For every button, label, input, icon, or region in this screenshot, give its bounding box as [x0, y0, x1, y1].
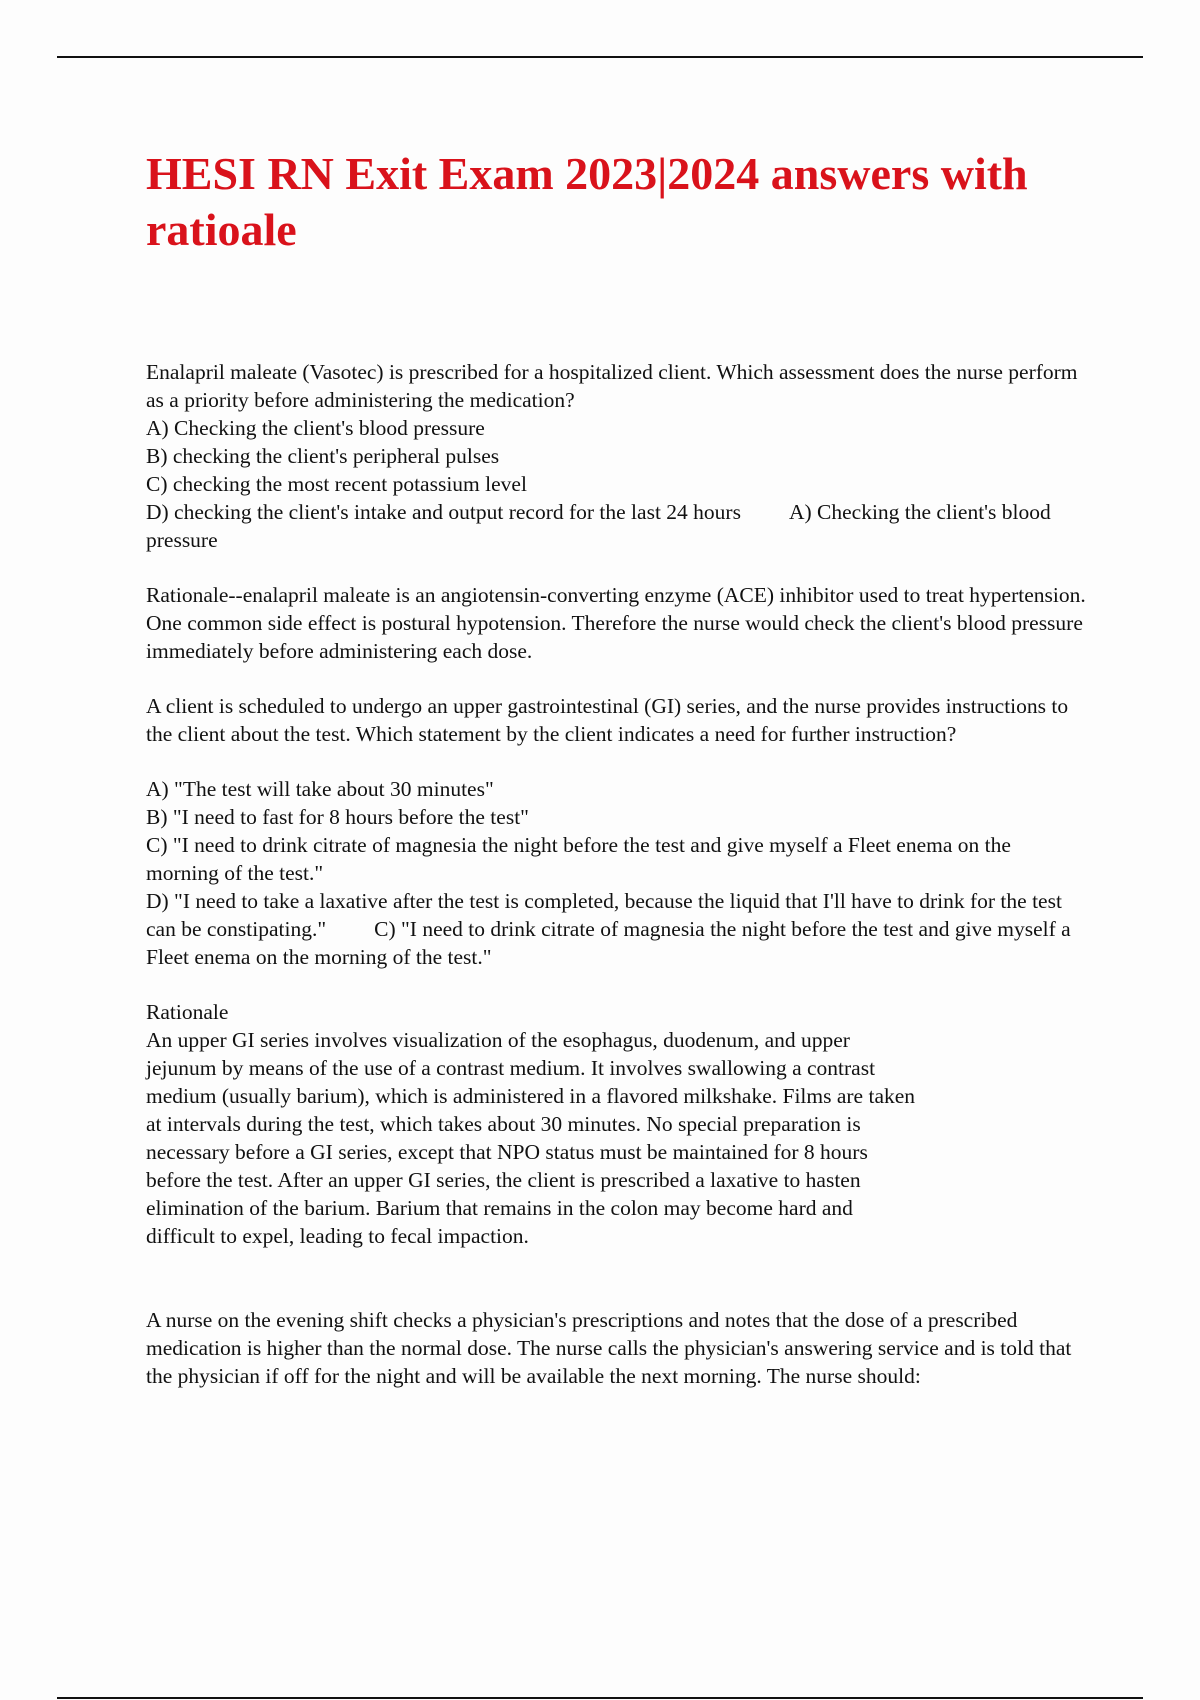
- question-1-option-d-with-answer: [146, 498, 1086, 554]
- question-2-option-d: D) "I need to take a laxative after the test is completed, because the liquid that I'll have to drink for the test can be constipating.": [146, 889, 1062, 941]
- question-2-options: [146, 775, 1086, 971]
- question-1-option-c: C) checking the most recent potassium level: [146, 472, 527, 496]
- question-1-option-a: A) Checking the client's blood pressure: [146, 416, 485, 440]
- top-rule: [57, 56, 1143, 58]
- rationale-line: medium (usually barium), which is administered in a flavored milkshake. Films are taken: [146, 1084, 916, 1108]
- rationale-line: before the test. After an upper GI series, the client is prescribed a laxative to hasten: [146, 1168, 861, 1192]
- question-2-answer: C) "I need to drink citrate of magnesia the night before the test and give myself a Fleet enema on the morning of the test.": [146, 917, 1071, 969]
- rationale-line: necessary before a GI series, except that NPO status must be maintained for 8 hours: [146, 1140, 868, 1164]
- bottom-rule: [57, 1697, 1143, 1699]
- question-1-option-b: B) checking the client's peripheral pulses: [146, 444, 500, 468]
- question-1-answer: A) Checking the client's blood pressure: [146, 500, 1051, 552]
- question-3-stem: A nurse on the evening shift checks a physician's prescriptions and notes that the dose of a prescribed medication is higher than the normal dose. The nurse calls the physician's answering service and is told that the physician if off for the night and will be available the next morning. The nurse should:: [146, 1308, 1072, 1388]
- question-2-option-b: B) "I need to fast for 8 hours before the test": [146, 805, 529, 829]
- question-1-option-d: D) checking the client's intake and output record for the last 24 hours: [146, 500, 741, 524]
- rationale-line: jejunum by means of the use of a contrast medium. It involves swallowing a contrast: [146, 1056, 876, 1080]
- rationale-line: elimination of the barium. Barium that remains in the colon may become hard and: [146, 1196, 853, 1220]
- question-1: [146, 358, 1086, 554]
- question-2-rationale-heading: Rationale: [146, 1000, 229, 1024]
- page-content: [146, 146, 1086, 1390]
- question-1-rationale: Rationale--enalapril maleate is an angiotensin-converting enzyme (ACE) inhibitor used to treat hypertension. One common side effect is postural hypotension. Therefore the nurse would check the client's blood pressure immediately before administering each dose.: [146, 583, 1086, 663]
- document-title: HESI RN Exit Exam 2023|2024 answers with ratioale: [146, 148, 1028, 255]
- question-2-option-a: A) "The test will take about 30 minutes": [146, 777, 494, 801]
- question-2-rationale: [146, 998, 1086, 1250]
- rationale-line: An upper GI series involves visualization of the esophagus, duodenum, and upper: [146, 1028, 850, 1052]
- question-1-stem: Enalapril maleate (Vasotec) is prescribed for a hospitalized client. Which assessment does the nurse perform as a priority before administering the medication?: [146, 360, 1078, 412]
- rationale-line: at intervals during the test, which takes about 30 minutes. No special preparation is: [146, 1112, 861, 1136]
- rationale-line: difficult to expel, leading to fecal impaction.: [146, 1224, 529, 1248]
- question-2-option-c: C) "I need to drink citrate of magnesia the night before the test and give myself a Fleet enema on the morning of the test.": [146, 833, 1011, 885]
- question-2-option-d-with-answer: [146, 887, 1086, 971]
- question-2-stem: A client is scheduled to undergo an upper gastrointestinal (GI) series, and the nurse provides instructions to the client about the test. Which statement by the client indicates a need for further instruction?: [146, 694, 1069, 746]
